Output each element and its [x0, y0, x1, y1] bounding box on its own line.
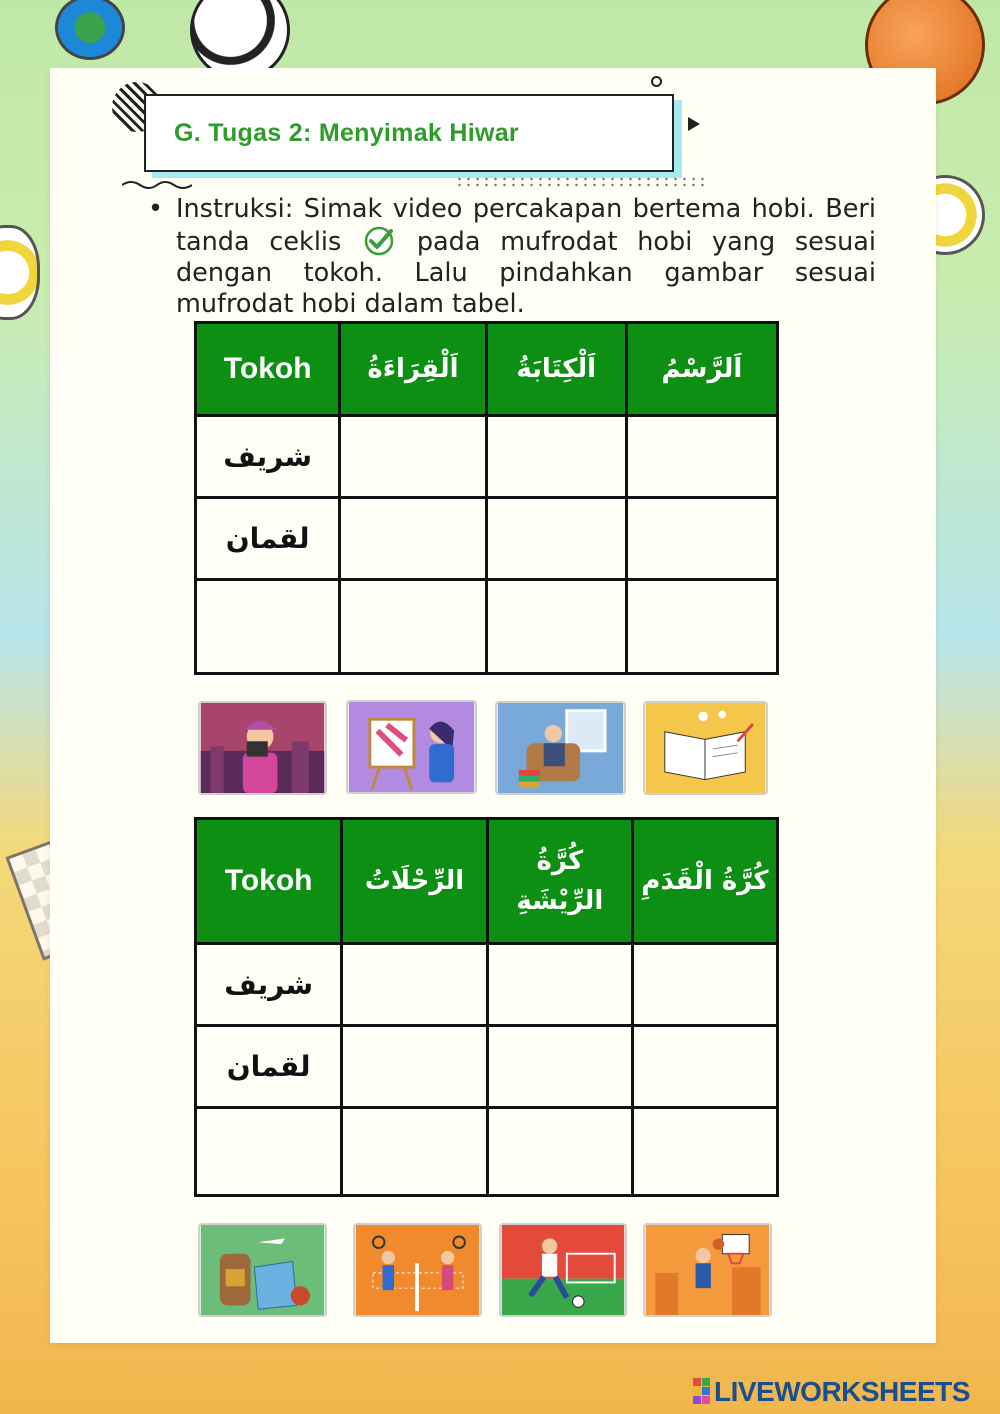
drop-cell[interactable] [626, 498, 777, 580]
decorative-dots [455, 176, 705, 188]
drop-cell[interactable] [342, 944, 487, 1026]
image-drop-cell[interactable] [626, 580, 777, 674]
decorative-wave [122, 179, 192, 189]
decorative-triangle [688, 117, 700, 131]
travel-icon [200, 1225, 325, 1315]
drop-cell[interactable] [626, 416, 777, 498]
table-row [196, 1026, 778, 1108]
instruction [148, 194, 876, 320]
checkmark-icon [361, 225, 397, 257]
hobby-table-1 [194, 321, 779, 675]
header-travel: الرِّحْلَاتُ [342, 819, 487, 944]
writing-icon [645, 703, 766, 793]
image-drop-cell[interactable] [342, 1108, 487, 1196]
bullet: • [148, 194, 164, 224]
painting-card[interactable] [346, 700, 477, 794]
image-drop-cell[interactable] [196, 580, 340, 674]
header-tokoh: Tokoh [196, 323, 340, 416]
painting-icon [348, 702, 475, 792]
volleyball-icon [0, 225, 40, 320]
basketball-card[interactable] [643, 1223, 772, 1317]
table-row [196, 416, 778, 498]
photography-card[interactable] [198, 701, 327, 795]
drop-cell[interactable] [487, 1026, 632, 1108]
name-luqman: لقمان [196, 498, 340, 580]
football-icon [501, 1225, 625, 1315]
image-drop-cell[interactable] [486, 580, 626, 674]
drop-cell[interactable] [340, 498, 486, 580]
travel-card[interactable] [198, 1223, 327, 1317]
instruction-text-before: Instruksi: Simak video percakapan bertema hobi. Beri tanda ceklis [176, 194, 876, 257]
photography-icon [200, 703, 325, 793]
drop-cell[interactable] [632, 1026, 777, 1108]
name-luqman: لقمان [196, 1026, 342, 1108]
table-row [196, 498, 778, 580]
globe-icon [55, 0, 125, 60]
drop-cell[interactable] [487, 944, 632, 1026]
drop-cell[interactable] [632, 944, 777, 1026]
drop-cell[interactable] [340, 416, 486, 498]
image-drop-cell[interactable] [340, 580, 486, 674]
page-title: G. Tugas 2: Menyimak Hiwar [174, 118, 519, 147]
header-football: كُرَّةُ الْقَدَمِ [632, 819, 777, 944]
drop-cell[interactable] [342, 1026, 487, 1108]
image-drop-cell[interactable] [196, 1108, 342, 1196]
badminton-icon [355, 1225, 480, 1315]
table-row [196, 944, 778, 1026]
image-drop-cell[interactable] [632, 1108, 777, 1196]
name-sharif: شريف [196, 416, 340, 498]
brand-label: LIVEWORKSHEETS [714, 1376, 970, 1407]
instruction-text-after: pada mufrodat hobi yang sesuai dengan tokoh. Lalu pindahkan gambar sesuai mufrodat hobi dalam tabel. [176, 227, 877, 319]
writing-card[interactable] [643, 701, 768, 795]
name-sharif: شريف [196, 944, 342, 1026]
title-box [144, 94, 674, 172]
table-row [196, 580, 778, 674]
badminton-card[interactable] [353, 1223, 482, 1317]
basketball-icon [645, 1225, 770, 1315]
header-drawing: اَلرَّسْمُ [626, 323, 777, 416]
image-drop-cell[interactable] [487, 1108, 632, 1196]
header-tokoh: Tokoh [196, 819, 342, 944]
reading-icon [497, 703, 624, 793]
reading-card[interactable] [495, 701, 626, 795]
liveworksheets-logo-icon [693, 1378, 711, 1404]
football-card[interactable] [499, 1223, 627, 1317]
drop-cell[interactable] [486, 498, 626, 580]
table-row [196, 1108, 778, 1196]
hobby-table-2 [194, 817, 779, 1197]
drop-cell[interactable] [486, 416, 626, 498]
decorative-small-circle [651, 76, 662, 87]
header-writing: اَلْكِتَابَةُ [486, 323, 626, 416]
header-reading: اَلْقِرَاءَةُ [340, 323, 486, 416]
header-badminton: كُرَّةُ الرِّيْشَةِ [487, 819, 632, 944]
